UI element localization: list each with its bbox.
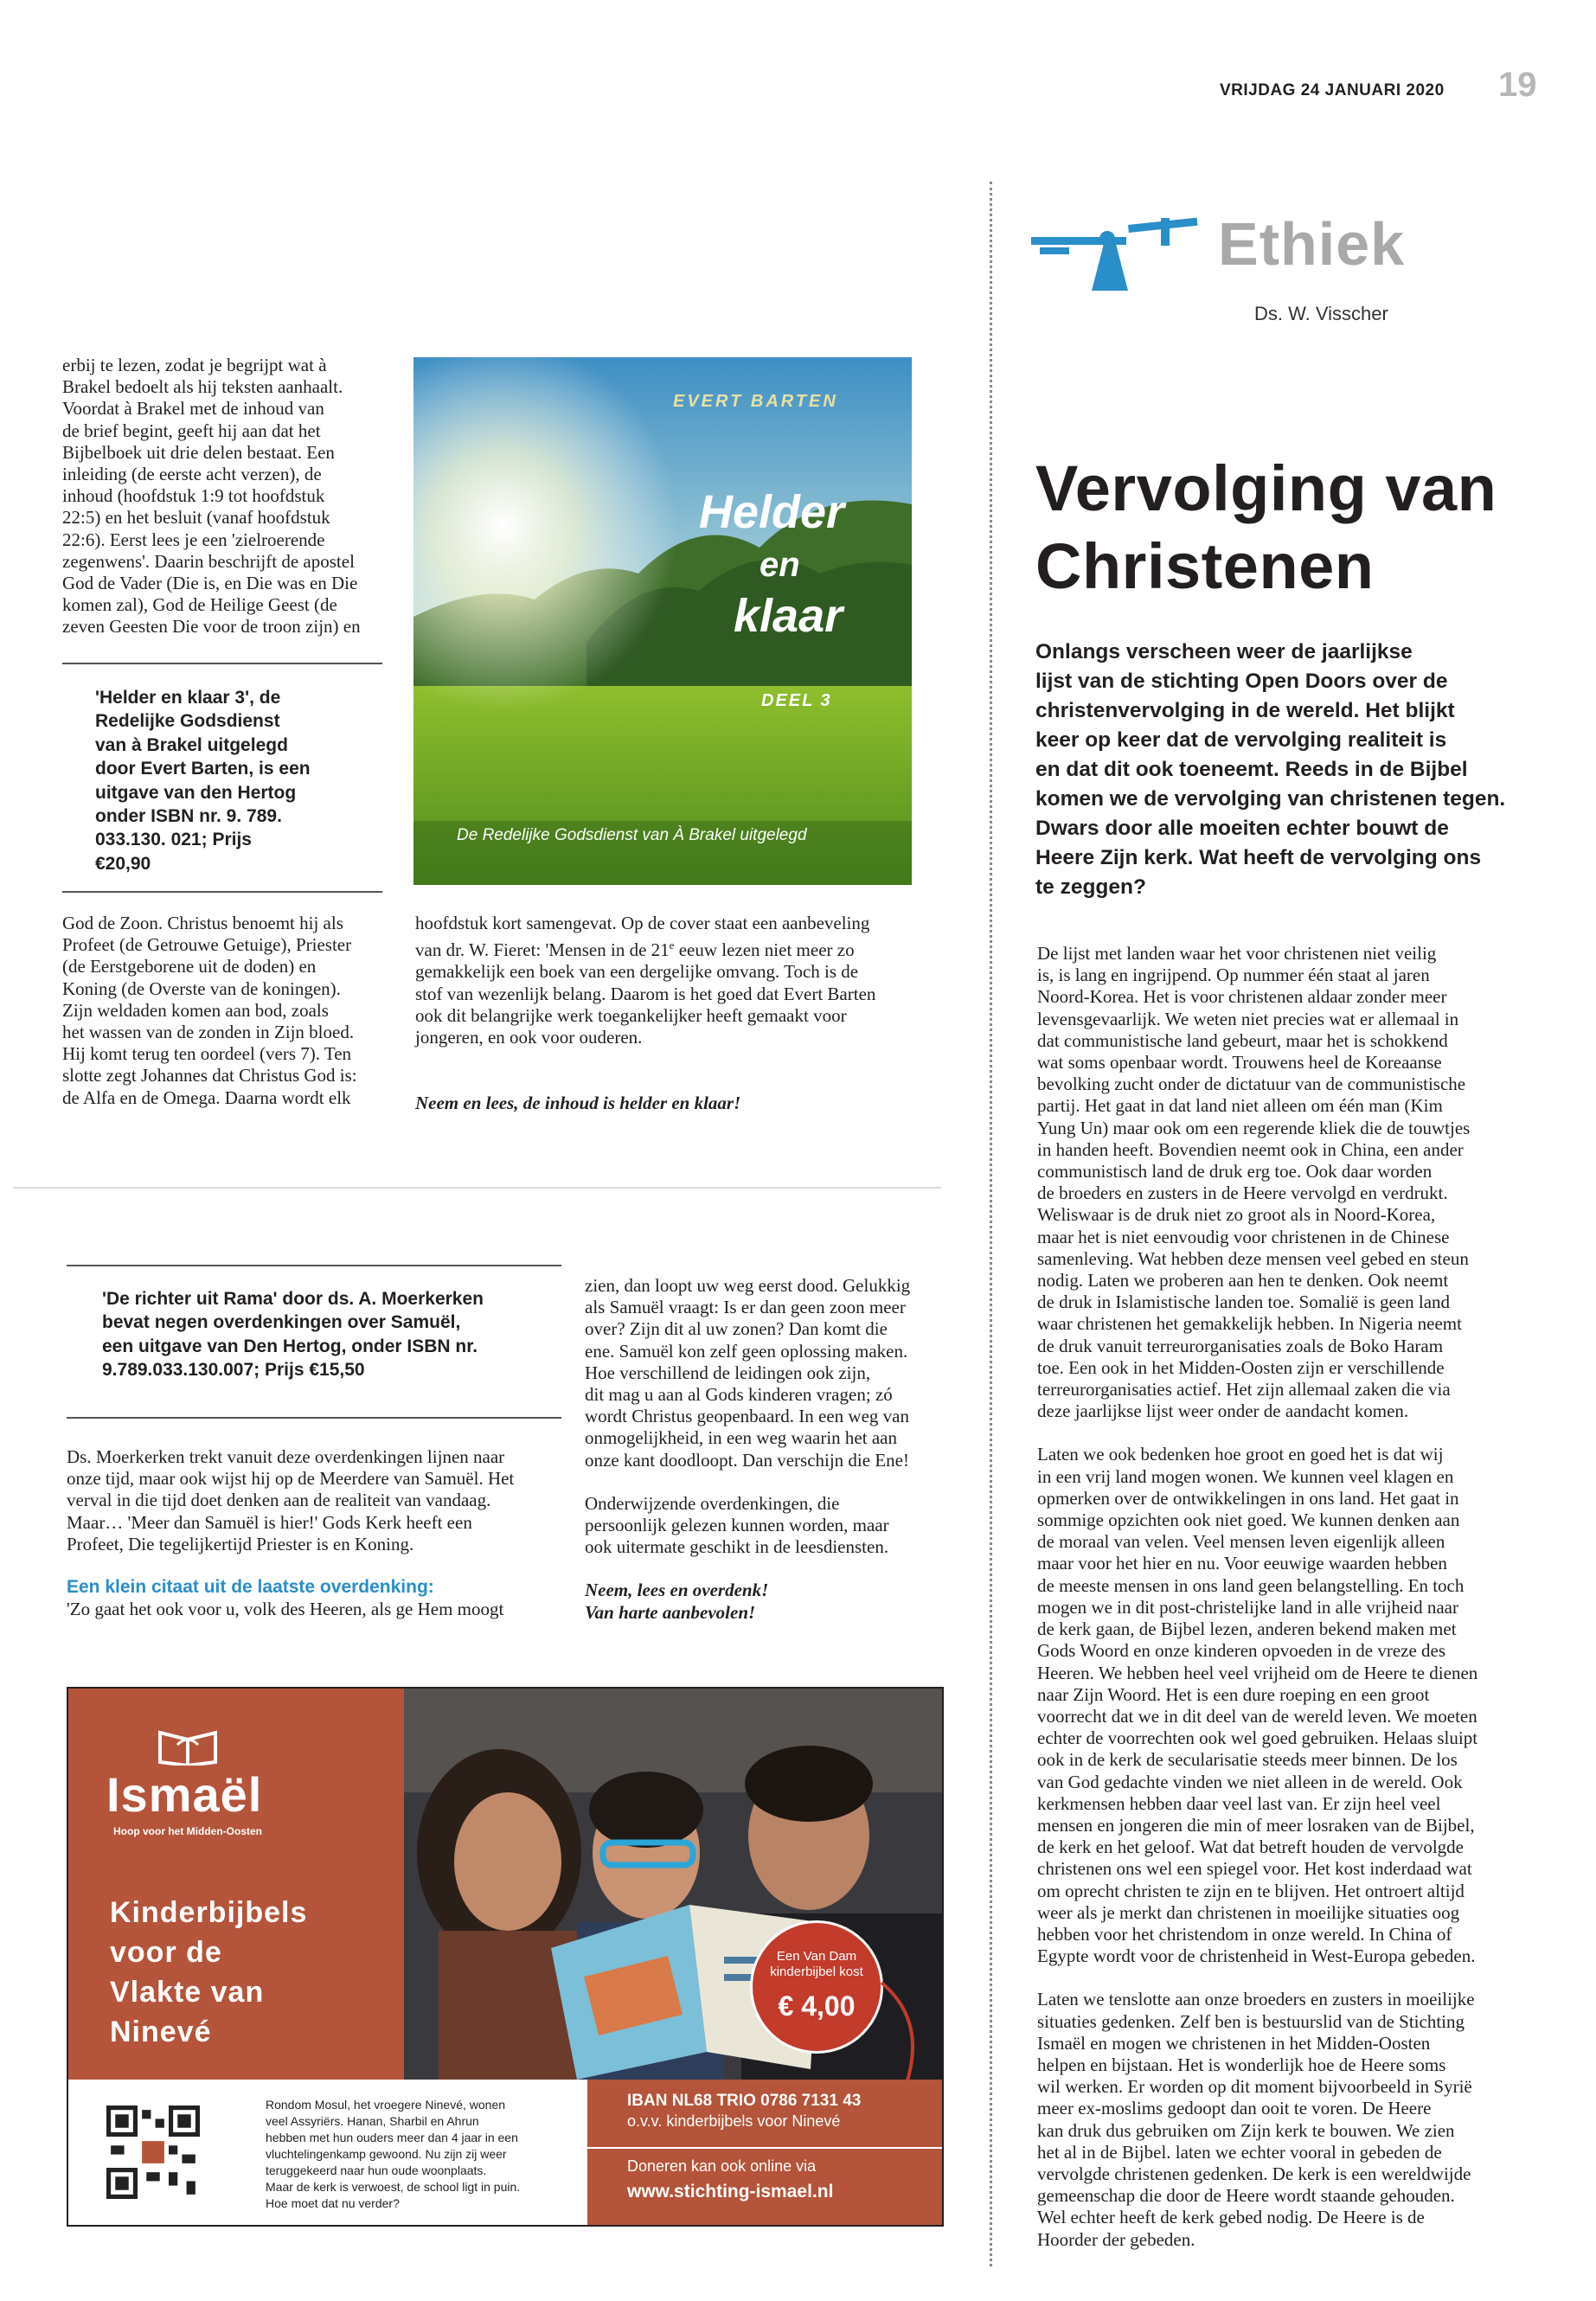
cover-title: Helder [699, 486, 845, 538]
cover-volume: DEEL 3 [761, 691, 832, 710]
price-badge [750, 1920, 883, 2054]
review-text-part: hoofdstuk kort samengevat. Op de cover staat een aanbeveling van dr. W. Fieret: 'Mensen in de 21 [415, 913, 870, 961]
article-paragraph: Laten we ook bedenken hoe groot en goed het is dat wij in een vrij land mogen wonen. We kunnen veel klagen en opmerken over de ontwikkelingen in ons land. Het gaat in sommige opzichten ook niet goed. We kunnen denken aan de moraal van velen. Veel mensen leven eigenlijk alleen maar voor het hier en nu. Voor eeuwige waarden hebben de meeste mensen in ons land geen belangstelling. En toch mogen we in dit post-christelijke land in alle vrijheid naar de kerk gaan, de Bijbel lezen, anderen bekend maken met Gods Woord en onze kinderen opvoeden in de vreze des Heeren. We hebben heel veel vrijheid om de Heere te dienen naar Zijn Woord. Het is een dure roeping en een groot voorrecht dat we in dit deel van de wereld leven. We moeten echter de voorrechten ook wel goed gebruiken. Helaas sluipt ook in de kerk de secularisatie steeds meer binnen. De los van God gedachte vinden we niet alleen in de wereld. Ook kerkmensen hebben daar veel last van. Er zijn heel veel mensen en jongeren die min of meer losraken van de Bijbel, de kerk en het geloof. Wat dat betreft houden de vervolgde christenen ons wel een spiegel voor. Het kost inderdaad wat om oprecht christen te zijn en te blijven. Het ontroert altijd weer als je merkt dan christenen in moeilijke situaties oog hebben voor het christendom in onze wereld. In China of Egypte wordt voor de christenheid in West-Europa gebeden. [1037, 1444, 1478, 1967]
book-info-box: 'Helder en klaar 3', de Redelijke Godsdienst van à Brakel uitgelegd door Evert Barten, is een uitgave van den Hertog onder ISBN nr. 9. 789. 033.130. 021; Prijs €20,90 [95, 688, 311, 874]
author-name: Ds. W. Visscher [1254, 303, 1388, 324]
review-column [585, 1275, 939, 1624]
ad-iban-note: o.v.v. kinderbijbels voor Ninevé [627, 2112, 841, 2130]
review-text-part: eeuw lezen niet meer zo gemakkelijk een boek van een dergelijke omvang. Toch is de stof van wezenlijk belang. Daarom is het goed dat Evert Barten ook dit belangrijke werk toegankelijker heeft gemaakt voor jongeren, en ook voor ouderen. [415, 939, 876, 1048]
box-rule-top [67, 1265, 561, 1266]
badge-text: Een Van Dam kinderbijbel kost [770, 1949, 863, 1979]
page-number: 19 [1498, 66, 1537, 104]
review-text: Onderwijzende overdenkingen, die persoonlijk gelezen kunnen worden, maar ook uitermate geschikt in de leesdiensten. [585, 1492, 889, 1558]
review-text [415, 913, 917, 1048]
article-headline: Vervolging van Christenen [1035, 452, 1497, 602]
cover-title: en [760, 546, 800, 584]
ad-headline: Kinderbijbels voor de Vlakte van Ninevé [110, 1896, 308, 2048]
article-paragraph: De lijst met landen waar het voor christenen niet veilig is, is lang en ingrijpend. Op nummer één staat al jaren Noord-Korea. Het is voor christenen aldaar zonder meer levensgevaarlijk. We weten niet precies wat er allemaal in dat communistische land gebeurt, maar het is schokkend wat soms openbaar wordt. Trouwens heel de Koreaanse bevolking zucht onder de dictatuur van de communistische partij. Het gaat in dat land niet alleen om één man (Kim Yung Un) maar ook om een regerende kliek die de touwtjes in handen heeft. Bovendien neemt ook in China, een ander communistisch land de druk erg toe. Ook daar worden de broeders en zusters in de Heere vervolgd en verdrukt. Weliswaar is de druk niet zo groot als in Noord-Korea, maar het is niet eenvoudig voor christenen in de Chinese samenleving. Wat hebben deze mensen veel gebed en steun nodig. Laten we proberen aan hen te denken. Ook neemt de druk in Islamistische landen toe. Somalië is geen land waar christenen het gemakkelijk hebben. In Nigeria neemt de druk vanuit terreurorganisaties zoals de Boko Haram toe. Een ook in het Midden-Oosten zijn er verschillende terreurorganisaties actief. Het zijn allemaal zaken die via deze jaarlijkse lijst weer onder de aandacht komen. [1037, 943, 1471, 1422]
section-divider [13, 1187, 941, 1189]
ad-iban: IBAN NL68 TRIO 0786 7131 43 [627, 2092, 862, 2110]
ad-website-link[interactable]: www.stichting-ismael.nl [627, 2182, 834, 2202]
qr-code-icon[interactable] [106, 2106, 200, 2199]
section-title: Ethiek [1218, 210, 1406, 278]
cover-title: klaar [734, 590, 843, 642]
recommendation: Neem en lees, de inhoud is helder en klaar! [415, 1093, 741, 1113]
quote-text: 'Zo gaat het ook voor u, volk des Heeren, als ge Hem moogt [67, 1599, 504, 1619]
review-text: Ds. Moerkerken trekt vanuit deze overdenkingen lijnen naar onze tijd, maar ook wijst hij op de Meerdere van Samuël. Het verval in die tijd doet denken aan de realiteit van vandaag. Maar… 'Meer dan Samuël is hier!' Gods Kerk heeft een Profeet, Die tegelijkertijd Priester is en Koning. [67, 1446, 515, 1554]
book-cover [413, 357, 912, 885]
ad-description: Rondom Mosul, het vroegere Ninevé, wonen veel Assyriërs. Hanan, Sharbil en Ahrun hebben met hun ouders meer dan 4 jaar in een vluchtelingenkamp gewoond. Nu zijn zij weer teruggekeerd naar hun oude woonplaats. Maar de kerk is verwoest, de school ligt in puin. Hoe moet dat nu verder? [266, 2098, 521, 2210]
issue-date: VRIJDAG 24 JANUARI 2020 [1220, 81, 1445, 99]
cover-author: EVERT BARTEN [673, 392, 838, 411]
ad-brand-tagline: Hoop voor het Midden-Oosten [113, 1825, 262, 1837]
scale-icon [1031, 211, 1200, 298]
box-rule-bottom [62, 891, 382, 893]
box-rule-top [62, 663, 382, 664]
review-text: God de Zoon. Christus benoemt hij als Profeet (de Getrouwe Getuige), Priester (de Eerstgeborene uit de doden) en Koning (de Overste van de koningen). Zijn weldaden komen aan bod, zoals het wassen van de zonden in Zijn bloed. Hij komt terug ten oordeel (vers 7). Ten slotte zegt Johannes dat Christus God is: de Alfa en de Omega. Daarna wordt elk [62, 913, 357, 1108]
recommendation: Neem, lees en overdenk! Van harte aanbevolen! [585, 1580, 769, 1623]
article-body [1037, 943, 1530, 2251]
ismael-advertisement [67, 1687, 944, 2227]
book-info-box: 'De richter uit Rama' door ds. A. Moerkerken bevat negen overdenkingen over Samuël, een uitgave van Den Hertog, onder ISBN nr. 9.789.033.130.007; Prijs €15,50 [102, 1289, 484, 1381]
open-book-icon [157, 1727, 219, 1766]
ad-brand: Ismaël [106, 1767, 263, 1822]
column-divider [990, 182, 992, 2266]
ad-donate-text: Doneren kan ook online via [627, 2157, 817, 2175]
article-intro: Onlangs verscheen weer de jaarlijkse lijst van de stichting Open Doors over de christenvervolging in de wereld. Het blijkt keer op keer dat de vervolging realiteit is en dat dit ook toeneemt. Reeds in de Bijbel komen we de vervolging van christenen tegen. Dwars door alle moeiten echter bouwt de Heere Zijn kerk. Wat heeft de vervolging ons te zeggen? [1035, 640, 1506, 899]
review-text: erbij te lezen, zodat je begrijpt wat à Brakel bedoelt als hij teksten aanhaalt. Voordat à Brakel met de inhoud van de brief begint, geeft hij aan dat het Bijbelboek uit drie delen bestaat. Een inleiding (de eerste acht verzen), de inhoud (hoofdstuk 1:9 tot hoofdstuk 22:5) en het besluit (vanaf hoofdstuk 22:6). Eerst lees je een 'zielroerende zegenwens'. Daarin beschrijft de apostel God de Vader (Die is, en Die was en Die komen zal), God de Heilige Geest (de zeven Geesten Die voor de troon zijn) en [62, 355, 361, 638]
badge-price: € 4,00 [778, 1990, 856, 2022]
cover-subtitle: De Redelijke Godsdienst van À Brakel uitgelegd [457, 826, 807, 844]
superscript: e [669, 939, 675, 952]
review-text: zien, dan loopt uw weg eerst dood. Gelukkig als Samuël vraagt: Is er dan geen zoon meer over? Zijn dit al uw zonen? Dan komt die ene. Samuël kon zelf geen oplossing maken. Hoe verschillend de leidingen ook zijn, dit mag u aan al Gods kinderen vragen; zó wordt Christus geopenbaard. In een weg van onmogelijkheid, in een weg waarin het aan onze kant doodloopt. Dan verschijn die Ene! [585, 1275, 911, 1471]
article-paragraph: Laten we tenslotte aan onze broeders en zusters in moeilijke situaties gedenken. Zelf ben is bestuurslid van de Stichting Ismaël en mogen we christenen in het Midden-Oosten helpen en bijstaan. Het is wonderlijk hoe de Heere soms wil werken. Er worden op dit moment bijvoorbeeld in Syrië meer ex-moslims gedoopt dan ooit te voren. De Heere kan druk dus gebruiken om Zijn kerk te bouwen. We zien het al in de Bijbel. laten we echter vooral in gebeden de vervolgde christenen gedenken. De kerk is een wereldwijde gemeenschap die door de Heere wordt staande gehouden. Wel echter heeft de kerk gebed nodig. De Heere is de Hoorder der gebeden. [1037, 1989, 1475, 2250]
quote-label: Een klein citaat uit de laatste overdenking: [67, 1577, 434, 1597]
ad-divider [587, 2147, 942, 2149]
box-rule-bottom [67, 1417, 561, 1419]
